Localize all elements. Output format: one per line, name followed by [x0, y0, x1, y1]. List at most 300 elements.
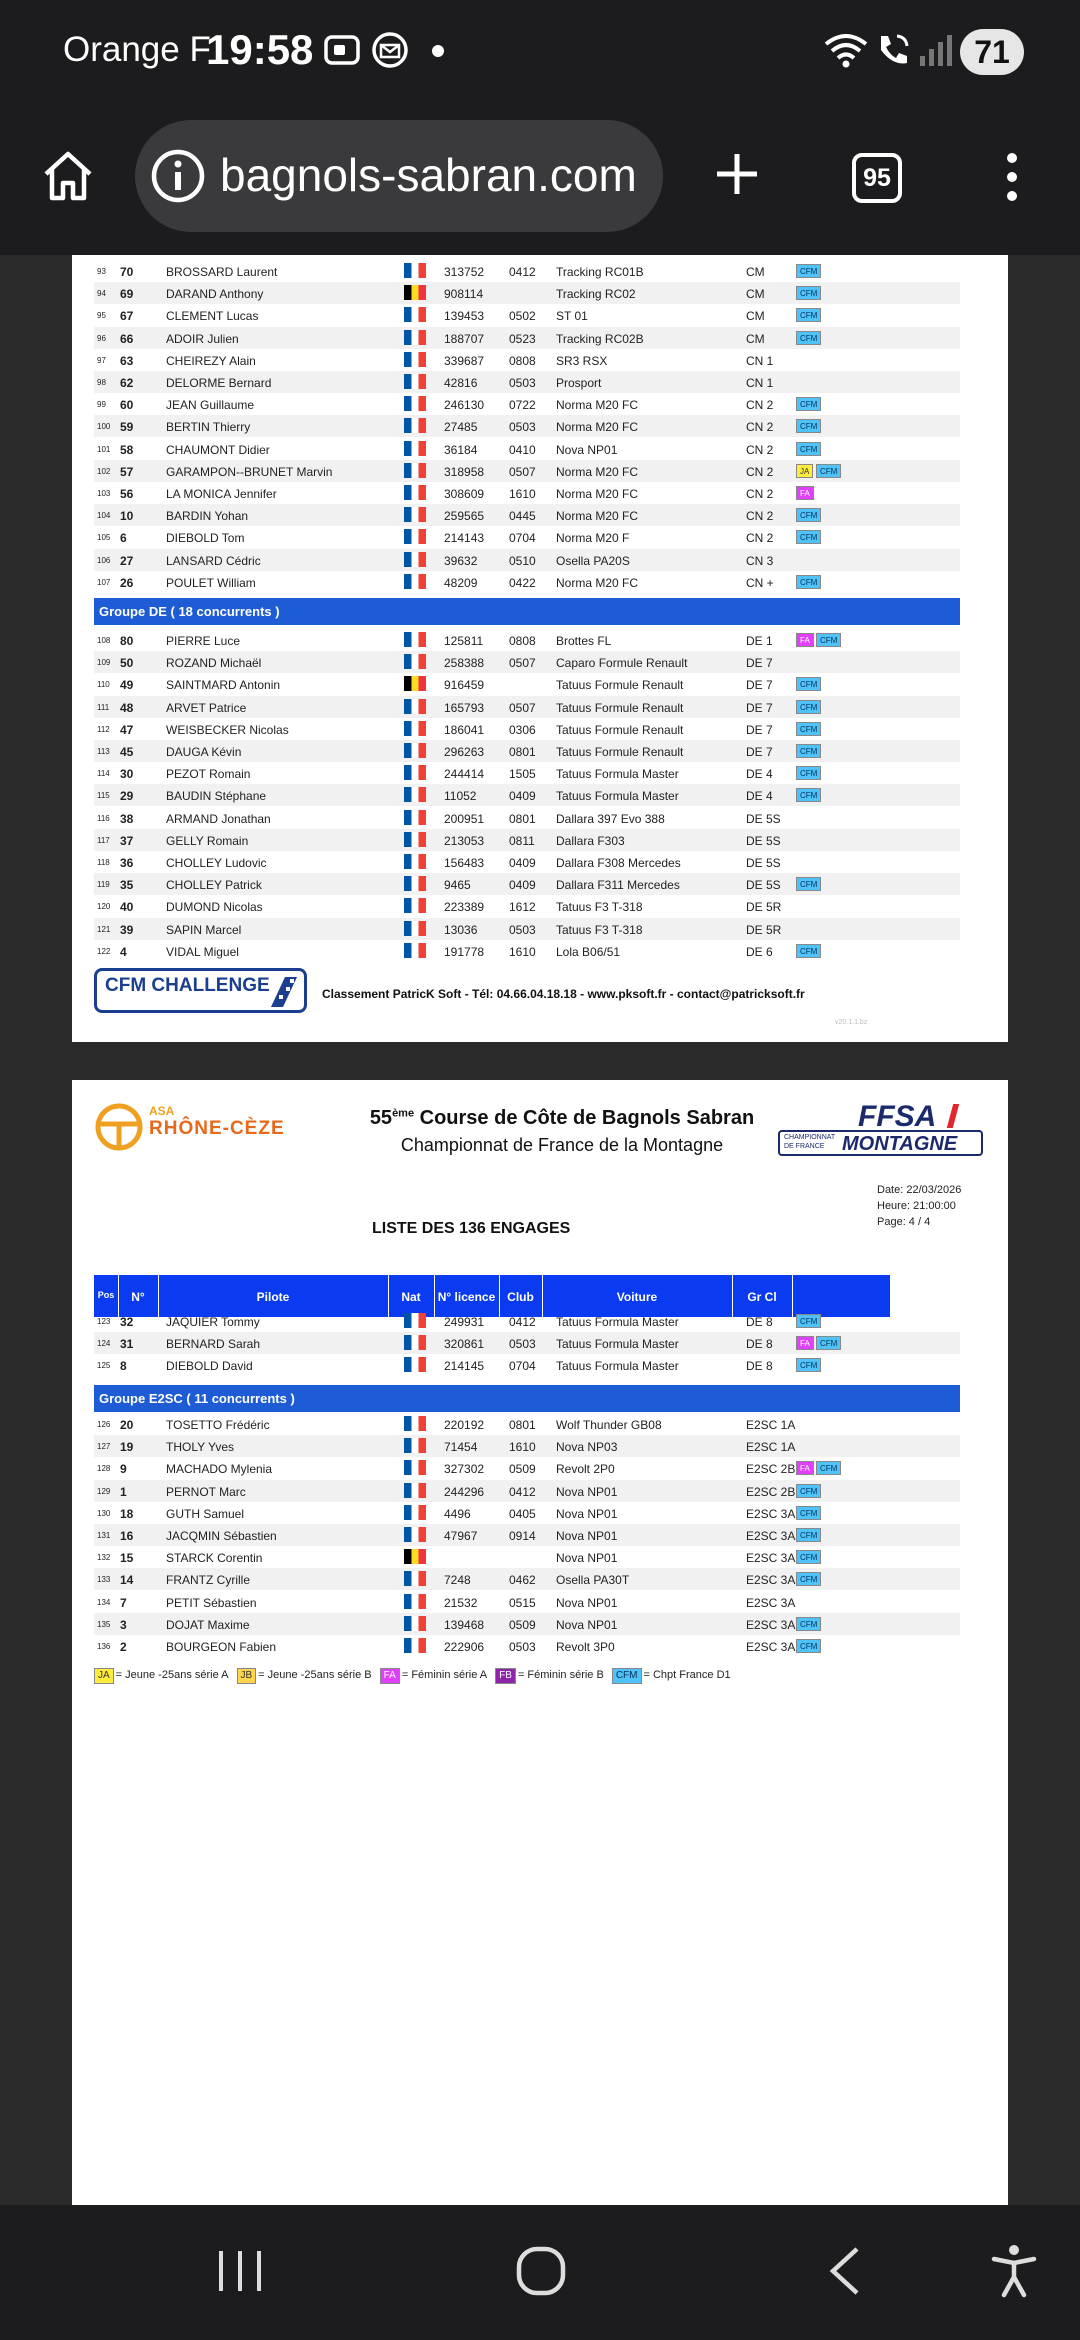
- table-row: [94, 629, 960, 651]
- row-group: DE 1: [746, 634, 773, 648]
- row-pos: 125: [97, 1361, 111, 1370]
- row-voiture: Nova NP01: [556, 1484, 618, 1499]
- list-title: LISTE DES 136 ENGAGES: [372, 1220, 571, 1237]
- row-licence: 191778: [444, 944, 485, 959]
- table-row: [94, 549, 960, 571]
- row-club: 0509: [509, 1462, 536, 1477]
- france-flag-icon: [404, 1357, 426, 1372]
- col-num: N°: [131, 1290, 145, 1304]
- table-row: [94, 504, 960, 526]
- row-pilote: BAUDIN Stéphane: [166, 789, 267, 804]
- pdf-page-4: [72, 1080, 1008, 2205]
- row-club: 0509: [509, 1617, 536, 1632]
- page-viewport[interactable]: [0, 255, 1080, 2205]
- row-licence: 48209: [444, 575, 478, 590]
- france-flag-icon: [404, 507, 426, 522]
- row-pos: 96: [97, 333, 106, 343]
- row-pos: 99: [97, 400, 106, 410]
- legend-badge-ja: JA: [94, 1668, 114, 1684]
- france-flag-icon: [404, 1505, 426, 1520]
- row-licence: 214143: [444, 531, 485, 546]
- url-text[interactable]: bagnols-sabran.com: [220, 149, 637, 201]
- row-number: 16: [120, 1529, 134, 1543]
- table-row: [94, 784, 960, 806]
- row-pilote: JAQUIER Tommy: [166, 1315, 260, 1329]
- france-flag-icon: [404, 352, 426, 367]
- row-pilote: JEAN Guillaume: [166, 398, 255, 413]
- row-number: 69: [120, 287, 134, 302]
- row-licence: 36184: [444, 442, 478, 457]
- table-row: [94, 393, 960, 415]
- france-flag-icon: [404, 632, 426, 647]
- row-pos: 126: [97, 1420, 111, 1429]
- france-flag-icon: [404, 330, 426, 345]
- row-group: E2SC 1A: [746, 1418, 796, 1432]
- row-pilote: STARCK Corentin: [166, 1551, 263, 1566]
- ffsa-text: FFSA: [858, 1100, 937, 1133]
- row-club: 0722: [509, 398, 536, 413]
- row-club: 1610: [509, 944, 536, 959]
- row-group: CN +: [746, 575, 774, 590]
- row-number: 50: [120, 656, 134, 671]
- row-club: 0405: [509, 1506, 536, 1521]
- row-group: E2SC 3A: [746, 1551, 796, 1566]
- row-voiture: Wolf Thunder GB08: [556, 1418, 662, 1432]
- france-flag-icon: [404, 943, 426, 958]
- row-pilote: DIEBOLD David: [166, 1359, 253, 1373]
- table-row: [94, 1435, 960, 1457]
- badge-cfm: CFM: [816, 464, 841, 478]
- carrier-label: Orange F: [63, 30, 211, 69]
- legend-text: = Jeune -25ans série A: [115, 1669, 229, 1681]
- row-voiture: Norma M20 FC: [556, 575, 639, 590]
- row-club: 1610: [509, 487, 536, 501]
- badge-cfm: CFM: [796, 677, 821, 691]
- row-pos: 121: [97, 924, 111, 934]
- row-group: DE 5R: [746, 922, 782, 937]
- row-voiture: Dallara F311 Mercedes: [556, 878, 680, 893]
- row-pos: 124: [97, 1339, 111, 1348]
- row-voiture: Nova NP01: [556, 1595, 618, 1610]
- row-pilote: ARMAND Jonathan: [166, 811, 271, 826]
- row-number: 19: [120, 1440, 134, 1455]
- table-row: [94, 918, 960, 940]
- row-pos: 115: [97, 791, 110, 801]
- row-licence: 246130: [444, 398, 485, 413]
- row-pilote: JACQMIN Sébastien: [166, 1529, 277, 1543]
- table-row: [94, 460, 960, 482]
- france-flag-icon: [404, 876, 426, 891]
- signal-icon: [916, 30, 956, 70]
- mail-icon: [370, 30, 410, 70]
- row-licence: 39632: [444, 553, 478, 568]
- row-group: DE 5S: [746, 878, 781, 893]
- row-pilote: DIEBOLD Tom: [166, 531, 245, 546]
- row-voiture: Nova NP01: [556, 1617, 618, 1632]
- row-club: 0507: [509, 700, 536, 715]
- row-club: 0462: [509, 1573, 536, 1588]
- row-licence: 27485: [444, 420, 478, 435]
- row-licence: 249931: [444, 1315, 485, 1329]
- row-club: 0801: [509, 1418, 536, 1432]
- row-number: 56: [120, 487, 134, 501]
- row-club: 0503: [509, 1640, 536, 1654]
- badge-cfm: CFM: [816, 633, 841, 647]
- row-club: 0914: [509, 1529, 536, 1543]
- page-title: [332, 1107, 792, 1130]
- table-row: [94, 807, 960, 829]
- row-club: 0503: [509, 420, 536, 435]
- legend-badge-fb: FB: [495, 1668, 516, 1684]
- table-row: [94, 1310, 960, 1332]
- france-flag-icon: [404, 485, 426, 500]
- table-row: [94, 673, 960, 695]
- row-licence: 222906: [444, 1640, 485, 1654]
- row-pilote: SAINTMARD Antonin: [166, 678, 281, 693]
- table-row: [94, 718, 960, 740]
- row-voiture: Norma M20 FC: [556, 420, 639, 435]
- row-pilote: DARAND Anthony: [166, 287, 264, 302]
- france-flag-icon: [404, 1335, 426, 1350]
- badge-cfm: CFM: [796, 331, 821, 345]
- france-flag-icon: [404, 1483, 426, 1498]
- row-voiture: Prosport: [556, 376, 602, 390]
- row-licence: 308609: [444, 487, 485, 501]
- row-group: E2SC 3A: [746, 1573, 796, 1588]
- badge-cfm: CFM: [796, 308, 821, 322]
- screenshot-icon: [322, 30, 362, 70]
- row-licence: 139468: [444, 1617, 485, 1632]
- row-pos: 107: [97, 577, 111, 587]
- badge-cfm: CFM: [816, 1336, 841, 1350]
- row-voiture: Tatuus F3 T-318: [556, 922, 643, 937]
- row-number: 67: [120, 309, 134, 324]
- legend-badge-jb: JB: [237, 1668, 257, 1684]
- row-group: DE 7: [746, 700, 773, 715]
- france-flag-icon: [404, 396, 426, 411]
- wifi-calling-icon: [873, 30, 913, 70]
- row-group: CM: [746, 331, 765, 346]
- row-pilote: PEZOT Romain: [166, 767, 251, 782]
- row-number: 60: [120, 398, 134, 413]
- url-bar[interactable]: [135, 120, 663, 232]
- row-voiture: Norma M20 FC: [556, 509, 639, 524]
- row-pos: 104: [97, 511, 111, 521]
- row-number: 1: [120, 1484, 127, 1499]
- col-club: Club: [507, 1290, 534, 1304]
- badge-cfm: CFM: [796, 877, 821, 891]
- row-pos: 100: [97, 422, 111, 432]
- france-flag-icon: [404, 1313, 426, 1328]
- row-voiture: ST 01: [556, 309, 588, 324]
- row-group: CM: [746, 309, 765, 324]
- badge-cfm: CFM: [796, 508, 821, 522]
- row-licence: 9465: [444, 878, 471, 893]
- row-club: 0510: [509, 553, 536, 568]
- badge-cfm: CFM: [796, 1528, 821, 1542]
- montagne-banner: [778, 1130, 983, 1156]
- row-number: 30: [120, 767, 134, 782]
- page-subtitle: Championnat de France de la Montagne: [400, 1135, 724, 1155]
- more-menu-icon[interactable]: [1000, 150, 1024, 205]
- doc-date: Date: 22/03/2026: [877, 1184, 962, 1196]
- row-number: 20: [120, 1418, 134, 1432]
- row-pos: 123: [97, 1317, 111, 1326]
- table-row: [94, 895, 960, 917]
- badge-cfm: CFM: [796, 788, 821, 802]
- badge-cfm: CFM: [796, 397, 821, 411]
- badge-cfm: CFM: [796, 575, 821, 589]
- france-flag-icon: [404, 441, 426, 456]
- row-licence: 42816: [444, 376, 478, 390]
- row-pos: 132: [97, 1553, 111, 1563]
- row-licence: 213053: [444, 833, 485, 848]
- row-group: CN 2: [746, 531, 774, 546]
- table-row: [94, 1457, 960, 1479]
- table-row: [94, 740, 960, 762]
- row-voiture: Norma M20 FC: [556, 464, 639, 479]
- france-flag-icon: [404, 787, 426, 802]
- row-licence: 223389: [444, 900, 485, 915]
- row-pilote: BOURGEON Fabien: [166, 1640, 277, 1654]
- row-number: 59: [120, 420, 134, 435]
- table-row: [94, 1524, 960, 1546]
- row-number: 49: [120, 678, 134, 693]
- badge-cfm: CFM: [816, 1461, 841, 1475]
- col-voiture: Voiture: [616, 1290, 658, 1304]
- row-pos: 105: [97, 533, 111, 543]
- row-group: E2SC 3A: [746, 1595, 796, 1610]
- row-number: 35: [120, 878, 134, 893]
- row-pilote: GARAMPON--BRUNET Marvin: [166, 464, 333, 479]
- row-group: CN 3: [746, 553, 774, 568]
- badge-cfm: CFM: [796, 744, 821, 758]
- row-group: CN 2: [746, 442, 774, 457]
- row-voiture: Tatuus Formula Master: [556, 1315, 679, 1329]
- badge-cfm: CFM: [796, 944, 821, 958]
- france-flag-icon: [404, 418, 426, 433]
- badge-cfm: CFM: [796, 442, 821, 456]
- france-flag-icon: [404, 1527, 426, 1542]
- row-club: 0422: [509, 575, 536, 590]
- row-pos: 133: [97, 1575, 111, 1585]
- accessibility-icon[interactable]: [990, 2243, 1038, 2299]
- table-row: [94, 1613, 960, 1635]
- row-voiture: Dallara 397 Evo 388: [556, 811, 665, 826]
- row-club: 1612: [509, 900, 536, 915]
- col-licence: N° licence: [437, 1290, 496, 1304]
- row-pos: 131: [97, 1531, 111, 1540]
- row-club: 0704: [509, 1359, 536, 1373]
- row-group: CM: [746, 265, 765, 279]
- row-voiture: Norma M20 FC: [556, 487, 639, 501]
- title-text: Course de Côte de Bagnols Sabran: [414, 1107, 755, 1129]
- row-number: 29: [120, 789, 134, 804]
- row-voiture: Dallara F308 Mercedes: [556, 856, 681, 870]
- table-row: [94, 1635, 960, 1657]
- legend-text: = Féminin série B: [517, 1669, 604, 1681]
- row-voiture: Tatuus Formule Renault: [556, 700, 684, 715]
- badge-fa: FA: [796, 633, 814, 647]
- france-flag-icon: [404, 1571, 426, 1586]
- row-club: 0502: [509, 309, 536, 324]
- row-licence: 220192: [444, 1418, 485, 1432]
- home-button-icon[interactable]: [515, 2245, 567, 2297]
- table-row: [94, 349, 960, 371]
- home-icon[interactable]: [42, 150, 94, 202]
- badge-cfm: CFM: [796, 264, 821, 278]
- row-pilote: PIERRE Luce: [166, 634, 241, 648]
- row-licence: 4496: [444, 1506, 471, 1521]
- row-voiture: Brottes FL: [556, 634, 612, 648]
- france-flag-icon: [404, 374, 426, 389]
- row-voiture: Dallara F303: [556, 833, 625, 848]
- wifi-icon: [822, 30, 870, 70]
- row-voiture: Caparo Formule Renault: [556, 656, 688, 671]
- row-voiture: Tatuus Formule Renault: [556, 722, 684, 737]
- row-club: 0515: [509, 1595, 536, 1610]
- row-group: DE 5R: [746, 900, 782, 915]
- table-row: [94, 1480, 960, 1502]
- france-flag-icon: [404, 898, 426, 913]
- row-number: 45: [120, 745, 134, 759]
- tab-switcher-button[interactable]: 95: [852, 153, 902, 203]
- row-licence: 320861: [444, 1337, 485, 1351]
- checkered-flag-icon: [269, 975, 299, 1009]
- row-club: 0801: [509, 811, 536, 826]
- row-pilote: PERNOT Marc: [166, 1484, 246, 1499]
- row-club: 0409: [509, 856, 536, 870]
- back-icon[interactable]: [825, 2245, 865, 2297]
- row-group: DE 5S: [746, 833, 781, 848]
- row-voiture: Osella PA30T: [556, 1573, 630, 1588]
- row-voiture: Nova NP01: [556, 1506, 618, 1521]
- table-row: [94, 482, 960, 504]
- row-group: DE 6: [746, 944, 773, 959]
- title-superscript: ème: [392, 1107, 415, 1120]
- row-club: 0412: [509, 1315, 536, 1329]
- row-pos: 128: [97, 1464, 111, 1474]
- row-group: DE 7: [746, 745, 773, 759]
- row-licence: 165793: [444, 700, 485, 715]
- group-header-de: Groupe DE ( 18 concurrents ): [94, 598, 960, 625]
- col-nat: Nat: [401, 1290, 421, 1304]
- site-info-icon[interactable]: [150, 148, 206, 204]
- row-pilote: GUTH Samuel: [166, 1506, 245, 1521]
- row-voiture: Norma M20 F: [556, 531, 630, 546]
- row-number: 2: [120, 1640, 127, 1654]
- system-navigation-bar: [0, 2205, 1080, 2340]
- cfm-challenge-logo: [94, 968, 307, 1013]
- row-club: 0412: [509, 265, 536, 279]
- badge-cfm: CFM: [796, 1506, 821, 1520]
- table-row: [94, 571, 960, 593]
- row-voiture: Lola B06/51: [556, 944, 621, 959]
- row-group: CN 1: [746, 376, 774, 390]
- row-club: 0410: [509, 442, 536, 457]
- row-voiture: Revolt 2P0: [556, 1462, 615, 1477]
- battery-level: 71: [960, 29, 1024, 75]
- row-pos: 118: [97, 858, 110, 867]
- badge-cfm: CFM: [796, 1314, 821, 1328]
- row-pos: 103: [97, 489, 111, 498]
- row-number: 80: [120, 634, 134, 648]
- row-number: 3: [120, 1617, 127, 1632]
- row-voiture: Nova NP03: [556, 1440, 618, 1455]
- france-flag-icon: [404, 1616, 426, 1631]
- france-flag-icon: [404, 1438, 426, 1453]
- row-number: 70: [120, 265, 134, 279]
- row-club: 0503: [509, 376, 536, 390]
- legend-badge-cfm: CFM: [612, 1668, 642, 1684]
- row-pos: 109: [97, 658, 111, 668]
- row-licence: 908114: [444, 287, 484, 302]
- badge-ja: JA: [796, 464, 813, 478]
- legend-badge-fa: FA: [380, 1668, 400, 1684]
- col-pos: Pos: [97, 1290, 115, 1300]
- row-group: CN 2: [746, 509, 774, 524]
- championnat-text: CHAMPIONNAT: [784, 1134, 836, 1141]
- france-flag-icon: [404, 1416, 426, 1431]
- new-tab-icon[interactable]: [713, 150, 761, 198]
- row-pilote: LANSARD Cédric: [166, 553, 261, 568]
- france-flag-icon: [404, 810, 426, 825]
- row-group: E2SC 3A: [746, 1640, 796, 1654]
- badge-cfm: CFM: [796, 722, 821, 736]
- row-licence: 916459: [444, 678, 485, 693]
- row-licence: 11052: [444, 789, 477, 804]
- row-number: 7: [120, 1595, 127, 1610]
- row-pilote: CHOLLEY Patrick: [166, 878, 262, 893]
- row-number: 26: [120, 575, 134, 590]
- table-row: [94, 940, 960, 962]
- ffsa-red-stripe: [947, 1104, 959, 1128]
- group-header-e2sc: Groupe E2SC ( 11 concurrents ): [94, 1385, 960, 1412]
- row-voiture: Tatuus Formula Master: [556, 789, 679, 804]
- row-licence: 313752: [444, 265, 485, 279]
- row-group: E2SC 2B: [746, 1462, 796, 1477]
- rhone-ceze-text: RHÔNE-CÈZE: [149, 1118, 285, 1139]
- row-number: 57: [120, 464, 134, 479]
- row-club: 1505: [509, 767, 536, 782]
- row-pos: 108: [97, 636, 111, 645]
- row-club: 0409: [509, 878, 536, 893]
- pdf-page-3: [72, 255, 1008, 1042]
- badge-cfm: CFM: [796, 1358, 821, 1372]
- row-group: CM: [746, 287, 765, 302]
- table-row: [94, 260, 960, 282]
- row-pos: 120: [97, 902, 111, 912]
- row-number: 32: [120, 1315, 134, 1329]
- legend-text: = Féminin série A: [401, 1669, 488, 1681]
- france-flag-icon: [404, 1638, 426, 1653]
- france-flag-icon: [404, 574, 426, 589]
- row-pilote: BROSSARD Laurent: [166, 265, 278, 279]
- badge-cfm: CFM: [796, 1639, 821, 1653]
- row-number: 38: [120, 811, 134, 826]
- row-group: E2SC 3A: [746, 1529, 796, 1543]
- row-group: E2SC 3A: [746, 1617, 796, 1632]
- row-licence: 7248: [444, 1573, 471, 1588]
- row-number: 18: [120, 1506, 134, 1521]
- recent-apps-icon[interactable]: [215, 2247, 265, 2295]
- row-pilote: DELORME Bernard: [166, 376, 272, 390]
- row-pilote: CLEMENT Lucas: [166, 309, 259, 324]
- row-number: 40: [120, 900, 134, 915]
- row-number: 9: [120, 1462, 127, 1477]
- france-flag-icon: [404, 832, 426, 847]
- row-licence: 188707: [444, 331, 485, 346]
